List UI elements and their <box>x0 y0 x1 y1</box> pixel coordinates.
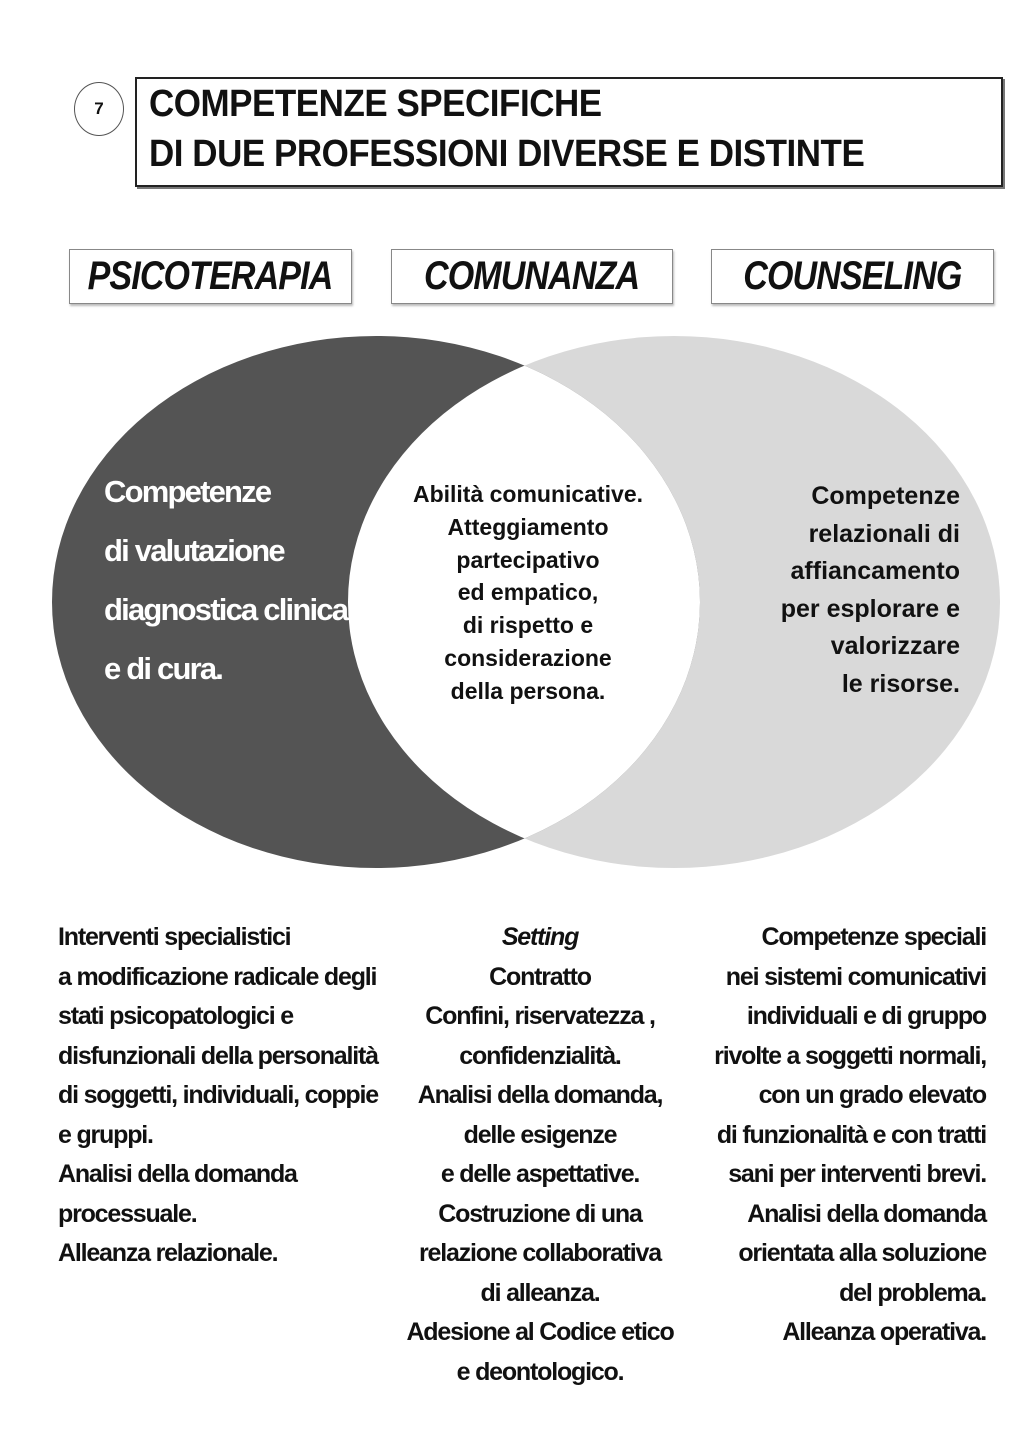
right-detail-line: del problema. <box>839 1278 986 1307</box>
center-detail-line: Adesione al Codice etico <box>406 1318 674 1346</box>
left-detail-line: Interventi specialistici <box>58 923 291 951</box>
left-detail-line: stati psicopatologici e <box>58 1002 293 1030</box>
venn-center-line: di rispetto e <box>462 612 594 639</box>
venn-left-line: Competenze <box>104 474 271 509</box>
center-detail-line: e deontologico. <box>456 1357 624 1386</box>
left-detail-line: di soggetti, individuali, coppie <box>58 1081 378 1109</box>
section-number-text: 7 <box>94 99 104 118</box>
counseling-venn-text <box>781 478 960 703</box>
venn-center-line: considerazione <box>444 644 612 671</box>
center-detail-line: e delle aspettative. <box>440 1160 640 1188</box>
venn-center-line: ed empatico, <box>457 579 599 606</box>
venn-right-line: relazionali di <box>808 519 960 548</box>
venn-left-line: diagnostica clinica <box>104 592 348 627</box>
left-detail-line: processuale. <box>58 1199 197 1228</box>
venn-center-line: Atteggiamento <box>447 513 609 540</box>
right-detail-line: nei sistemi comunicativi <box>725 962 986 991</box>
comunanza-details <box>390 918 690 1392</box>
left-detail-line: a modificazione radicale degli <box>58 962 377 991</box>
right-detail-line: rivolte a soggetti normali, <box>714 1041 986 1070</box>
venn-left-line: e di cura. <box>104 651 223 686</box>
title-line-2: DI DUE PROFESSIONI DIVERSE E DISTINTE <box>149 133 865 175</box>
center-detail-line: Setting <box>501 923 579 951</box>
right-detail-line: Competenze speciali <box>761 923 986 951</box>
right-detail-line: di funzionalità e con tratti <box>716 1120 986 1149</box>
right-detail-line: individuali e di gruppo <box>746 1002 986 1030</box>
center-detail-line: Costruzione di una <box>438 1199 642 1228</box>
venn-right-line: valorizzare <box>830 632 960 660</box>
center-detail-line: delle esigenze <box>463 1120 617 1149</box>
center-detail-line: confidenzialità. <box>459 1041 621 1070</box>
venn-center-line: partecipativo <box>456 546 600 573</box>
label-psicoterapia-text: PSICOTERAPIA <box>88 254 333 298</box>
left-detail-line: Analisi della domanda <box>58 1160 297 1188</box>
right-detail-line: con un grado elevato <box>758 1081 986 1109</box>
right-detail-line: sani per interventi brevi. <box>728 1160 986 1188</box>
psicoterapia-details <box>58 918 378 1274</box>
left-detail-line: Alleanza relazionale. <box>58 1239 278 1267</box>
venn-right-line: affiancamento <box>790 557 960 585</box>
center-detail-line: Contratto <box>489 962 591 991</box>
label-counseling-text: COUNSELING <box>743 254 962 298</box>
label-comunanza-text: COMUNANZA <box>424 254 640 298</box>
right-detail-line: Alleanza operativa. <box>782 1318 986 1346</box>
comunanza-venn-text <box>370 478 686 708</box>
right-detail-line: Analisi della domanda <box>747 1199 986 1228</box>
venn-right-line: Competenze <box>811 482 960 510</box>
center-detail-line: di alleanza. <box>480 1278 600 1307</box>
venn-right-line: per esplorare e <box>780 594 960 623</box>
center-detail-line: Confini, riservatezza , <box>425 1002 655 1030</box>
venn-right-line: le risorse. <box>841 669 960 698</box>
venn-center-line: della persona. <box>450 677 606 704</box>
venn-center-line: Abilità comunicative. <box>412 481 644 507</box>
left-detail-line: disfunzionali della personalità <box>58 1041 378 1070</box>
center-detail-line: Analisi della domanda, <box>417 1081 663 1109</box>
counseling-details <box>714 918 986 1353</box>
psicoterapia-venn-text <box>104 462 347 698</box>
right-detail-line: orientata alla soluzione <box>738 1239 986 1267</box>
left-detail-line: e gruppi. <box>58 1120 153 1149</box>
center-detail-line: relazione collaborativa <box>419 1239 661 1267</box>
venn-left-line: di valutazione <box>104 533 284 568</box>
title-line-1: COMPETENZE SPECIFICHE <box>149 83 602 125</box>
